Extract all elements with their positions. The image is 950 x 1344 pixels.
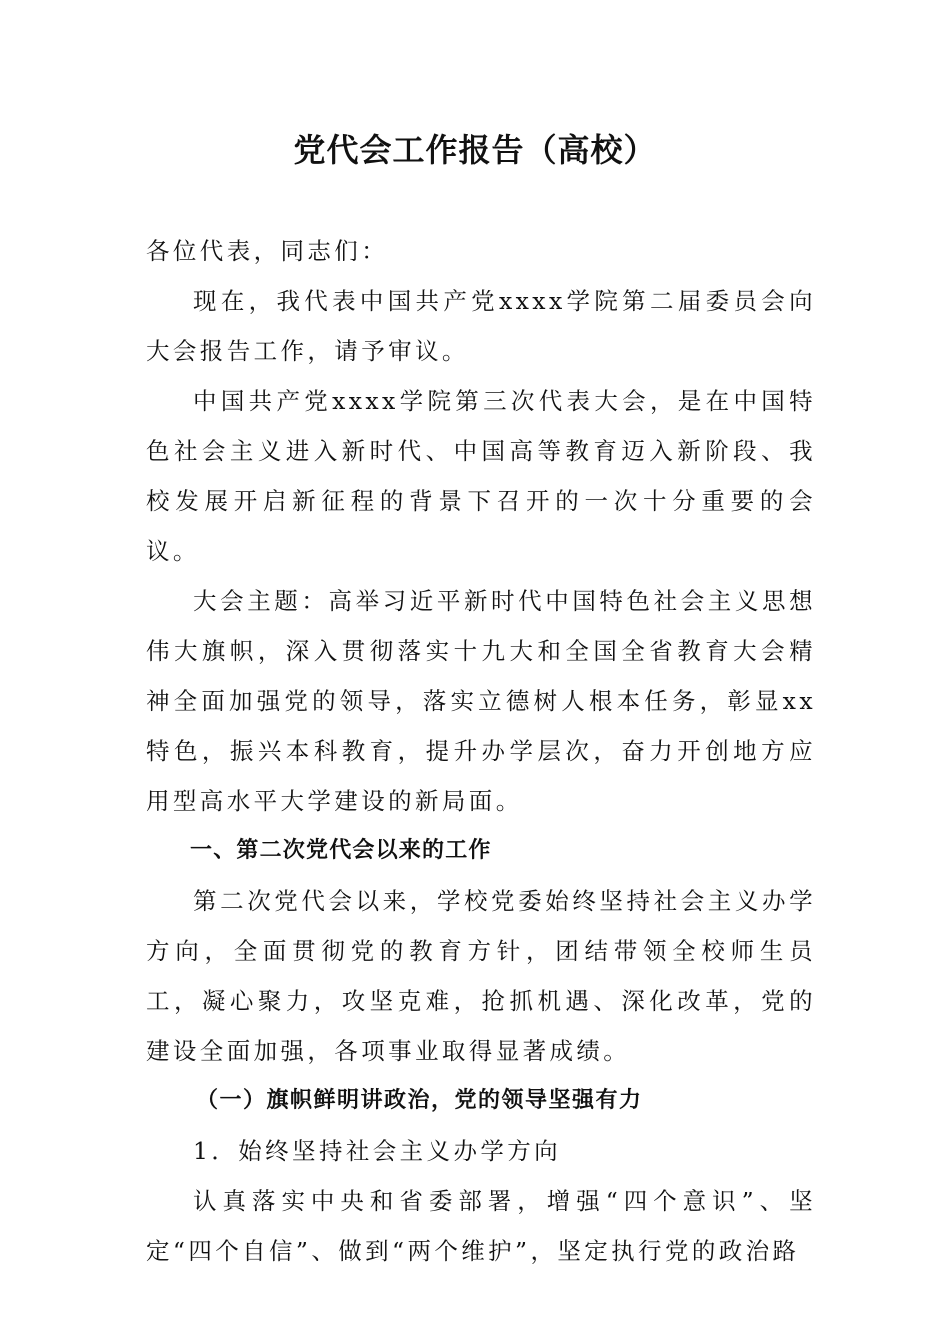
document-body bbox=[146, 226, 816, 1276]
paragraph-background: 中国共产党xxxx学院第三次代表大会，是在中国特色社会主义进入新时代、中国高等教育迈入新阶段、我校发展开启新征程的背景下召开的一次十分重要的会议。 bbox=[146, 387, 816, 565]
subsection-heading-1: （一）旗帜鲜明讲政治，党的领导坚强有力 bbox=[196, 1088, 643, 1113]
paragraph-implementation: 认真落实中央和省委部署，增强“四个意识”、坚定“四个自信”、做到“两个维护”，坚定执行党的政治路 bbox=[146, 1187, 816, 1265]
section-heading-1: 一、第二次党代会以来的工作 bbox=[190, 838, 492, 863]
salutation: 各位代表，同志们： bbox=[146, 237, 389, 265]
paragraph-summary: 第二次党代会以来，学校党委始终坚持社会主义办学方向，全面贯彻党的教育方针，团结带领全校师生员工，凝心聚力，攻坚克难，抢抓机遇、深化改革，党的建设全面加强，各项事业取得显著成绩。 bbox=[146, 887, 816, 1065]
paragraph-opening: 现在，我代表中国共产党xxxx学院第二届委员会向大会报告工作，请予审议。 bbox=[146, 287, 816, 365]
item-heading-1: 1．始终坚持社会主义办学方向 bbox=[193, 1137, 562, 1165]
paragraph-theme: 大会主题：高举习近平新时代中国特色社会主义思想伟大旗帜，深入贯彻落实十九大和全国全省教育大会精神全面加强党的领导，落实立德树人根本任务，彰显xx特色，振兴本科教育，提升办学层次，奋力开创地方应用型高水平大学建设的新局面。 bbox=[146, 587, 816, 815]
document-title: 党代会工作报告（高校） bbox=[293, 131, 657, 169]
